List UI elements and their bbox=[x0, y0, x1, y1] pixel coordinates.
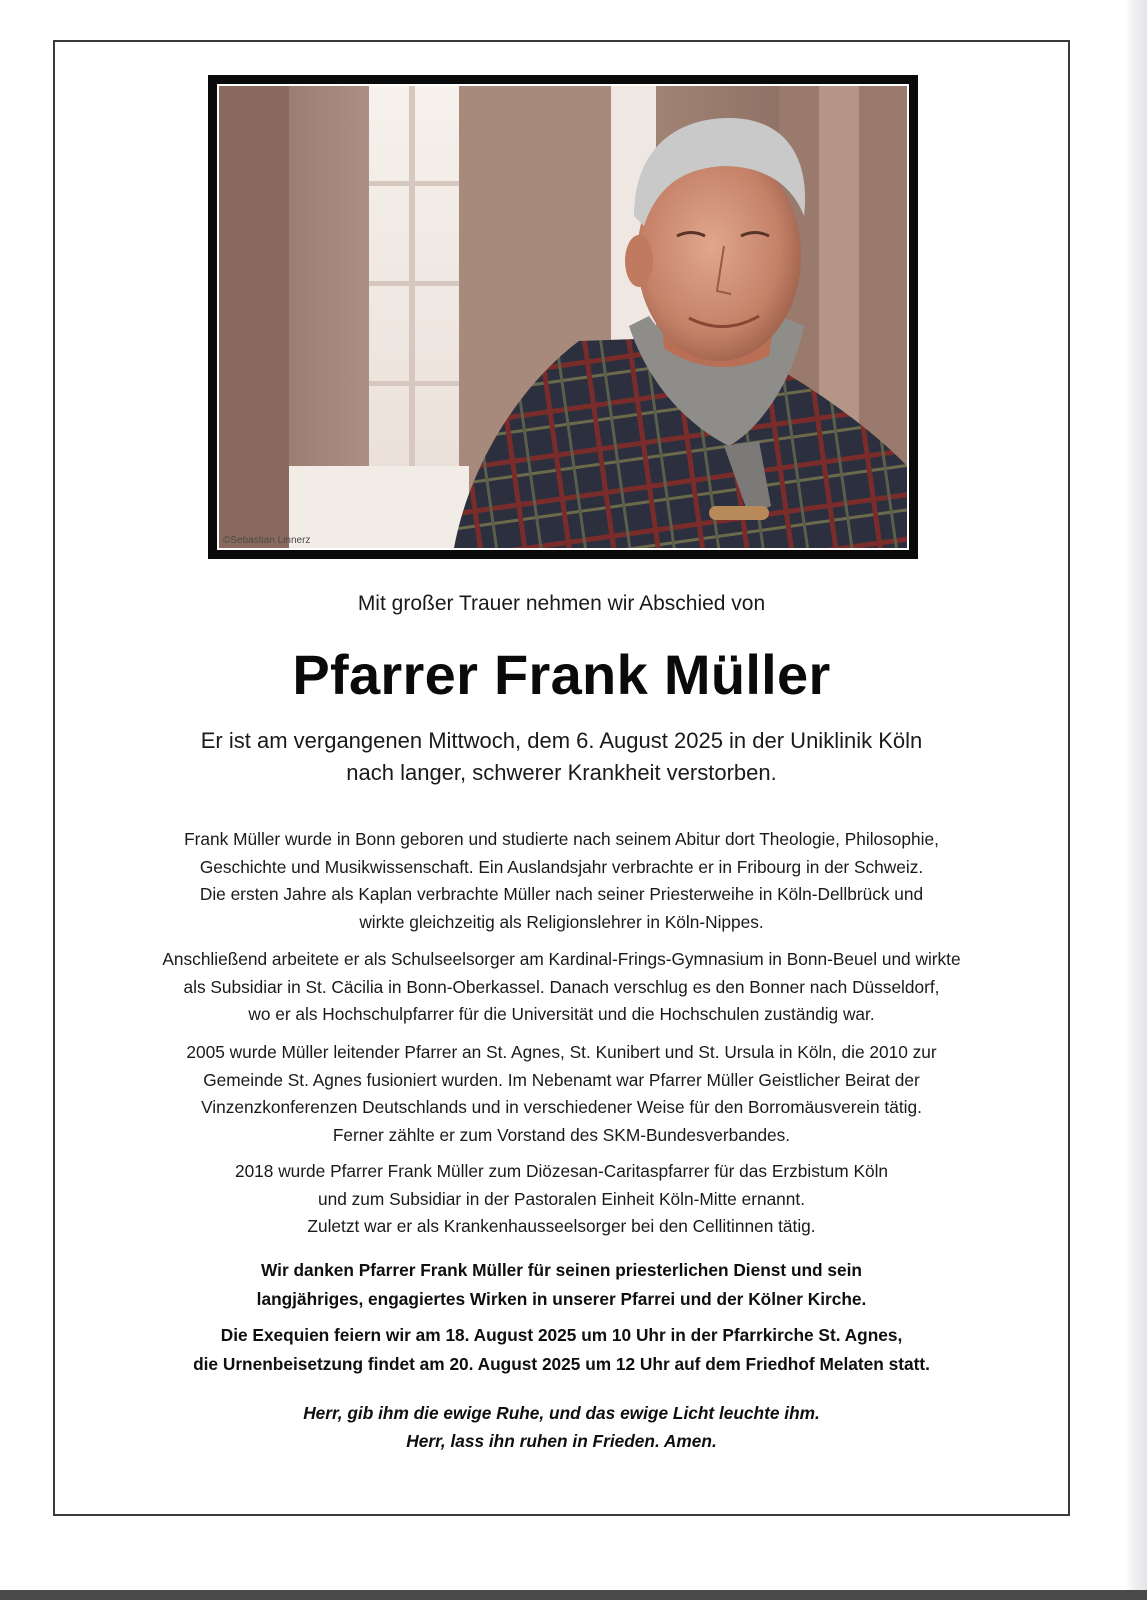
bio-line: Anschließend arbeitete er als Schulseelsorger am Kardinal-Frings-Gymnasium in Bonn-Beuel und wirkte bbox=[162, 949, 961, 969]
biography-paragraph bbox=[55, 826, 1068, 936]
death-line: nach langer, schwerer Krankheit verstorben. bbox=[346, 760, 777, 785]
bio-line: Frank Müller wurde in Bonn geboren und studierte nach seinem Abitur dort Theologie, Philosophie, bbox=[184, 829, 939, 849]
funeral-line: Die Exequien feiern wir am 18. August 2025 um 10 Uhr in der Pfarrkirche St. Agnes, bbox=[220, 1325, 903, 1345]
biography-paragraph bbox=[55, 946, 1068, 1029]
page-edge-shadow bbox=[1125, 0, 1147, 1590]
obituary-card bbox=[53, 40, 1070, 1516]
bio-line: Vinzenzkonferenzen Deutschlands und in verschiedener Weise für den Borromäusverein tätig. bbox=[201, 1097, 922, 1117]
funeral-line: die Urnenbeisetzung findet am 20. August 2025 um 12 Uhr auf dem Friedhof Melaten statt. bbox=[193, 1354, 930, 1374]
bottom-bar bbox=[0, 1590, 1147, 1600]
thanks-line: Wir danken Pfarrer Frank Müller für seinen priesterlichen Dienst und sein bbox=[260, 1260, 862, 1280]
deceased-name: Pfarrer Frank Müller bbox=[292, 643, 831, 706]
thanks-line: langjähriges, engagiertes Wirken in unserer Pfarrei und der Kölner Kirche. bbox=[256, 1289, 867, 1309]
closing-prayer bbox=[55, 1399, 1068, 1455]
bio-line: Zuletzt war er als Krankenhausseelsorger bei den Cellitinnen tätig. bbox=[307, 1216, 816, 1236]
bio-line: Ferner zählte er zum Vorstand des SKM-Bundesverbandes. bbox=[332, 1124, 791, 1145]
bio-line: wirkte gleichzeitig als Religionslehrer in Köln-Nippes. bbox=[359, 911, 764, 932]
death-notice bbox=[55, 725, 1068, 789]
biography-paragraph bbox=[55, 1039, 1068, 1149]
intro-line: Mit großer Trauer nehmen wir Abschied von bbox=[357, 592, 766, 615]
bio-line: 2005 wurde Müller leitender Pfarrer an St. Agnes, St. Kunibert und St. Ursula in Köln, die 2010 zur bbox=[186, 1042, 937, 1062]
prayer-line: Herr, lass ihn ruhen in Frieden. Amen. bbox=[406, 1431, 717, 1451]
bio-line: als Subsidiar in St. Cäcilia in Bonn-Oberkassel. Danach verschlug es den Bonner nach Düsseldorf, bbox=[183, 976, 940, 997]
prayer-line: Herr, gib ihm die ewige Ruhe, und das ewige Licht leuchte ihm. bbox=[303, 1403, 820, 1423]
portrait-photo-frame bbox=[208, 75, 918, 559]
bio-line: Geschichte und Musikwissenschaft. Ein Auslandsjahr verbrachte er in Fribourg in der Schweiz. bbox=[199, 856, 924, 877]
bio-line: 2018 wurde Pfarrer Frank Müller zum Diözesan-Caritaspfarrer für das Erzbistum Köln bbox=[234, 1161, 889, 1181]
bio-line: und zum Subsidiar in der Pastoralen Einheit Köln-Mitte ernannt. bbox=[317, 1188, 806, 1209]
death-line: Er ist am vergangenen Mittwoch, dem 6. August 2025 in der Uniklinik Köln bbox=[200, 728, 923, 753]
funeral-details bbox=[55, 1321, 1068, 1379]
biography-paragraph bbox=[55, 1158, 1068, 1241]
bio-line: Gemeinde St. Agnes fusioniert wurden. Im Nebenamt war Pfarrer Müller Geistlicher Beirat der bbox=[203, 1069, 920, 1090]
thanks-paragraph bbox=[55, 1256, 1068, 1314]
photo-credit: ©Sebastian Linnerz bbox=[223, 535, 311, 546]
bio-line: wo er als Hochschulpfarrer für die Universität und die Hochschulen zuständig war. bbox=[248, 1004, 875, 1024]
bio-line: Die ersten Jahre als Kaplan verbrachte Müller nach seiner Priesterweihe in Köln-Dellbrück und bbox=[199, 884, 924, 904]
portrait-photo bbox=[217, 84, 909, 550]
